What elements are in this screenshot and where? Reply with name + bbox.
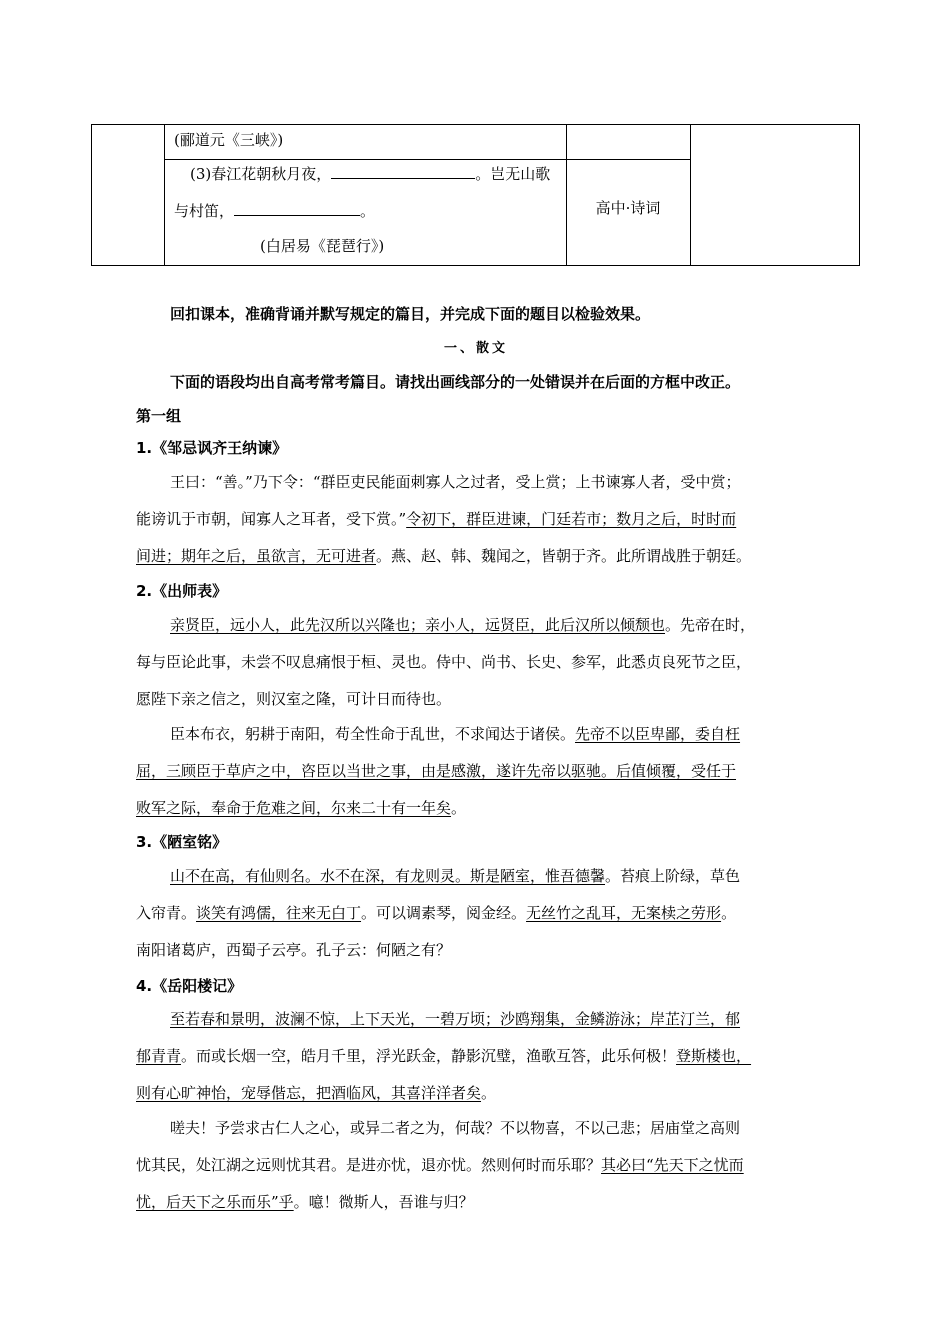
underlined-text: 登斯楼也，	[676, 1047, 752, 1065]
question-text: 与村笛，	[174, 202, 235, 220]
passage-line	[170, 723, 850, 745]
passage-line	[136, 760, 816, 782]
passage-text: 每与臣论此事，未尝不叹息痛恨于桓、灵也。侍中、尚书、长史、参军，此悉贞良死节之臣，	[136, 653, 752, 671]
item-title: 3.《陋室铭》	[136, 833, 228, 851]
underlined-text: 忧，后天下之乐而乐”乎	[136, 1193, 294, 1211]
question-text: (3)春江花朝秋月夜，	[190, 165, 332, 183]
underlined-text: 无丝竹之乱耳，无案椟之劳形	[526, 904, 722, 922]
passage-line	[136, 688, 816, 710]
passage-text: 。而或长烟一空，皓月千里，浮光跃金，静影沉璧，渔歌互答，此乐何极！	[181, 1047, 677, 1065]
underlined-text: 至若春和景明，波澜不惊，上下天光，一碧万顷；沙鸥翔集，金鳞游泳；岸芷汀兰，郁	[170, 1010, 741, 1028]
passage-line	[170, 1008, 850, 1030]
table-row-divider	[164, 159, 690, 160]
passage-text: 愿陛下亲之信之，则汉室之隆，可计日而待也。	[136, 690, 452, 708]
underlined-text: 山不在高，有仙则名。水不在深，有龙则灵。斯是陋室，惟吾德馨	[170, 867, 606, 885]
passage-line	[136, 651, 816, 673]
passage-line	[136, 797, 816, 819]
passage-text: 忧其民，处江湖之远则忧其君。是进亦忧，退亦忧。然则何时而乐耶？	[136, 1156, 602, 1174]
underlined-text: 其必曰“先天下之忧而	[601, 1156, 744, 1174]
passage-text: 。噫！微斯人，吾谁与归？	[293, 1193, 474, 1211]
passage-text: 。先帝在时，	[665, 616, 756, 634]
passage-text: 。可以调素琴，阅金经。	[361, 904, 527, 922]
group-title: 第一组	[136, 407, 182, 425]
item-title: 4.《岳阳楼记》	[136, 977, 243, 995]
table-question-line1	[190, 164, 550, 184]
underlined-text: 则有心旷神怡，宠辱偕忘，把酒临风，其喜洋洋者矣	[136, 1084, 482, 1102]
underlined-text: 败军之际，奉命于危难之间，尔来二十有一年矣	[136, 799, 452, 817]
passage-line	[136, 1154, 816, 1176]
section-title: 一、散文	[443, 341, 508, 356]
table-divider	[566, 125, 567, 265]
passage-line	[136, 902, 816, 924]
passage-text: 嗟夫！予尝求古仁人之心，或异二者之为，何哉？不以物喜，不以己悲；居庙堂之高则	[170, 1119, 741, 1137]
passage-line	[170, 614, 850, 636]
passage-text: 王曰：“善。”乃下令：“群臣吏民能面刺寡人之过者，受上赏；上书谏寡人者，受中赏；	[170, 473, 741, 491]
intro-text: 回扣课本，准确背诵并默写规定的篇目，并完成下面的题目以检验效果。	[170, 305, 651, 323]
underlined-text: 亲贤臣，远小人，此先汉所以兴隆也；亲小人，远贤臣，此后汉所以倾颓也	[170, 616, 666, 634]
passage-line	[136, 508, 816, 530]
table-source-pipa: (白居易《琵琶行》)	[260, 237, 385, 255]
passage-line	[136, 939, 816, 961]
answer-blank[interactable]	[234, 201, 360, 216]
instruction-text: 下面的语段均出自高考常考篇目。请找出画线部分的一处错误并在后面的方框中改正。	[170, 373, 741, 391]
question-text: 。岂无山歌	[475, 165, 551, 183]
passage-line	[136, 1191, 816, 1213]
passage-text: 南阳诸葛庐，西蜀子云亭。孔子云：何陋之有？	[136, 941, 452, 959]
passage-line	[136, 545, 816, 567]
underlined-text: 先帝不以臣卑鄙，委自枉	[575, 725, 741, 743]
underlined-text: 屈，三顾臣于草庐之中，咨臣以当世之事，由是感激，遂许先帝以驱驰。后值倾覆，受任于	[136, 762, 737, 780]
question-text: 。	[360, 202, 376, 220]
passage-line	[136, 1045, 816, 1067]
item-title: 2.《出师表》	[136, 582, 228, 600]
passage-text: 。	[721, 904, 737, 922]
underlined-text: 令初下，群臣进谏，门廷若市；数月之后，时时而	[406, 510, 737, 528]
passage-line	[136, 1082, 816, 1104]
passage-line	[170, 1117, 850, 1139]
passage-text: 。	[451, 799, 467, 817]
passage-text: 。苔痕上阶绿，草色	[605, 867, 741, 885]
underlined-text: 谈笑有鸿儒，往来无白丁	[196, 904, 362, 922]
poetry-table	[91, 124, 860, 266]
passage-text: 臣本布衣，躬耕于南阳，苟全性命于乱世，不求闻达于诸侯。	[170, 725, 576, 743]
table-category: 高中·诗词	[595, 199, 661, 217]
answer-blank[interactable]	[331, 164, 475, 179]
passage-text: 。燕、赵、韩、魏闻之，皆朝于齐。此所谓战胜于朝廷。	[376, 547, 752, 565]
passage-text: 入帘青。	[136, 904, 197, 922]
table-question-line2	[174, 201, 375, 221]
passage-line	[170, 471, 850, 493]
table-divider	[690, 125, 691, 265]
passage-text: 能谤讥于市朝，闻寡人之耳者，受下赏。”	[136, 510, 407, 528]
item-title: 1.《邹忌讽齐王纳谏》	[136, 439, 288, 457]
underlined-text: 间进；期年之后，虽欲言，无可进者	[136, 547, 377, 565]
table-source-sanxia: (郦道元《三峡》)	[174, 131, 284, 149]
passage-text: 。	[481, 1084, 497, 1102]
table-divider	[164, 125, 165, 265]
underlined-text: 郁青青	[136, 1047, 182, 1065]
passage-line	[170, 865, 850, 887]
